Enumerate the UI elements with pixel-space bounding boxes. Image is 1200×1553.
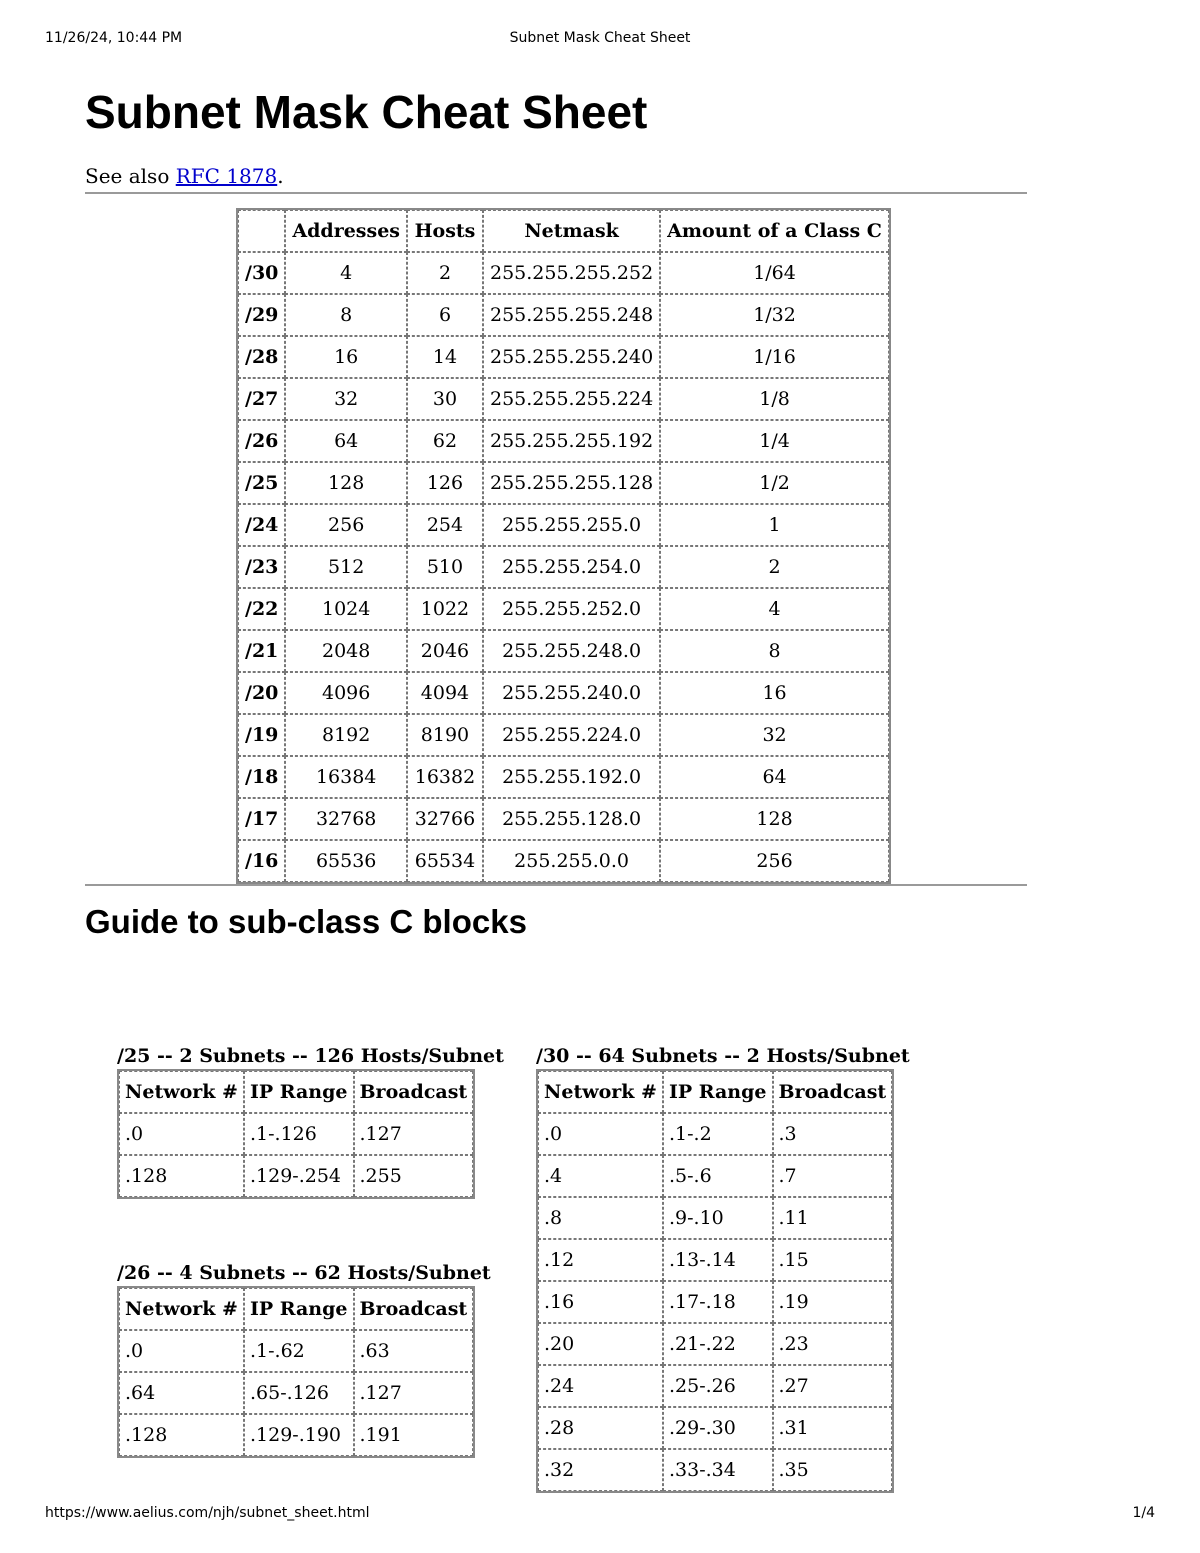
broadcast-cell: .11 [773, 1197, 893, 1239]
hosts-cell: 510 [407, 546, 483, 588]
table-row [538, 1239, 892, 1281]
hosts-cell: 65534 [407, 840, 483, 882]
netmask-cell: 255.255.254.0 [483, 546, 660, 588]
class-c-amount-cell: 1 [660, 504, 889, 546]
ip-range-cell: .9-.10 [663, 1197, 773, 1239]
table-row [538, 1323, 892, 1365]
mask-table-row [238, 546, 889, 588]
netmask-cell: 255.255.224.0 [483, 714, 660, 756]
guide-title: Guide to sub-class C blocks [85, 903, 527, 940]
ip-range-cell: .65-.126 [244, 1372, 354, 1414]
mask-table-row [238, 798, 889, 840]
prefix-cell: /24 [238, 504, 285, 546]
network-cell: .128 [119, 1414, 244, 1456]
hosts-cell: 8190 [407, 714, 483, 756]
class-c-amount-cell: 1/64 [660, 252, 889, 294]
netmask-cell: 255.255.255.224 [483, 378, 660, 420]
broadcast-cell: .19 [773, 1281, 893, 1323]
mask-table-row [238, 588, 889, 630]
header-broadcast: Broadcast [354, 1071, 474, 1113]
print-header [45, 30, 1155, 50]
ip-range-cell: .5-.6 [663, 1155, 773, 1197]
header-hosts: Hosts [407, 210, 483, 252]
addresses-cell: 8 [285, 294, 407, 336]
mask-table-row [238, 714, 889, 756]
prefix-cell: /25 [238, 462, 285, 504]
class-c-amount-cell: 4 [660, 588, 889, 630]
hosts-cell: 14 [407, 336, 483, 378]
print-footer [45, 1505, 1155, 1525]
class-c-amount-cell: 2 [660, 546, 889, 588]
mask-table-row [238, 252, 889, 294]
subnet-mask-table [236, 208, 891, 884]
addresses-cell: 1024 [285, 588, 407, 630]
see-also-line [85, 164, 1027, 192]
header-broadcast: Broadcast [773, 1071, 893, 1113]
netmask-cell: 255.255.255.252 [483, 252, 660, 294]
class-c-amount-cell: 8 [660, 630, 889, 672]
ip-range-cell: .1-.62 [244, 1330, 354, 1372]
block-25-caption: /25 -- 2 Subnets -- 126 Hosts/Subnet [117, 1045, 504, 1067]
netmask-cell: 255.255.255.240 [483, 336, 660, 378]
hosts-cell: 30 [407, 378, 483, 420]
block-25 [117, 1043, 504, 1199]
addresses-cell: 128 [285, 462, 407, 504]
mask-table-row [238, 420, 889, 462]
hosts-cell: 16382 [407, 756, 483, 798]
prefix-cell: /19 [238, 714, 285, 756]
class-c-amount-cell: 1/32 [660, 294, 889, 336]
see-also-prefix: See also [85, 164, 176, 188]
divider [85, 884, 1027, 886]
network-cell: .8 [538, 1197, 663, 1239]
header-netmask: Netmask [483, 210, 660, 252]
header-prefix [238, 210, 285, 252]
network-cell: .0 [119, 1330, 244, 1372]
prefix-cell: /23 [238, 546, 285, 588]
mask-table-row [238, 462, 889, 504]
table-row [538, 1449, 892, 1491]
netmask-cell: 255.255.128.0 [483, 798, 660, 840]
table-row [538, 1197, 892, 1239]
prefix-cell: /17 [238, 798, 285, 840]
addresses-cell: 4 [285, 252, 407, 294]
block-25-header-row [119, 1071, 473, 1113]
header-ip-range: IP Range [244, 1071, 354, 1113]
addresses-cell: 8192 [285, 714, 407, 756]
class-c-amount-cell: 1/2 [660, 462, 889, 504]
network-cell: .16 [538, 1281, 663, 1323]
prefix-cell: /18 [238, 756, 285, 798]
print-url: https://www.aelius.com/njh/subnet_sheet.html [45, 1505, 370, 1521]
broadcast-cell: .3 [773, 1113, 893, 1155]
broadcast-cell: .255 [354, 1155, 474, 1197]
mask-table-header-row [238, 210, 889, 252]
hosts-cell: 126 [407, 462, 483, 504]
addresses-cell: 16 [285, 336, 407, 378]
prefix-cell: /26 [238, 420, 285, 462]
network-cell: .32 [538, 1449, 663, 1491]
divider [85, 192, 1027, 194]
hosts-cell: 2046 [407, 630, 483, 672]
prefix-cell: /29 [238, 294, 285, 336]
header-ip-range: IP Range [663, 1071, 773, 1113]
broadcast-cell: .27 [773, 1365, 893, 1407]
see-also-suffix: . [277, 164, 284, 188]
netmask-cell: 255.255.255.192 [483, 420, 660, 462]
block-26-table [117, 1286, 475, 1458]
broadcast-cell: .127 [354, 1372, 474, 1414]
network-cell: .64 [119, 1372, 244, 1414]
prefix-cell: /21 [238, 630, 285, 672]
mask-table-row [238, 672, 889, 714]
print-page-number: 1/4 [1132, 1505, 1155, 1521]
addresses-cell: 32768 [285, 798, 407, 840]
prefix-cell: /30 [238, 252, 285, 294]
table-row [119, 1414, 473, 1456]
mask-table-row [238, 504, 889, 546]
header-class-c-amount: Amount of a Class C [660, 210, 889, 252]
block-30-table [536, 1069, 894, 1493]
table-row [538, 1407, 892, 1449]
header-network: Network # [119, 1288, 244, 1330]
broadcast-cell: .191 [354, 1414, 474, 1456]
page-content [85, 84, 1027, 944]
block-25-body [119, 1113, 473, 1197]
broadcast-cell: .127 [354, 1113, 474, 1155]
ip-range-cell: .129-.254 [244, 1155, 354, 1197]
netmask-cell: 255.255.240.0 [483, 672, 660, 714]
print-doc-title: Subnet Mask Cheat Sheet [509, 30, 691, 46]
broadcast-cell: .35 [773, 1449, 893, 1491]
netmask-cell: 255.255.255.128 [483, 462, 660, 504]
addresses-cell: 32 [285, 378, 407, 420]
addresses-cell: 512 [285, 546, 407, 588]
hosts-cell: 6 [407, 294, 483, 336]
hosts-cell: 1022 [407, 588, 483, 630]
broadcast-cell: .31 [773, 1407, 893, 1449]
mask-table-row [238, 294, 889, 336]
ip-range-cell: .13-.14 [663, 1239, 773, 1281]
block-30-body [538, 1113, 892, 1491]
table-row [119, 1372, 473, 1414]
prefix-cell: /20 [238, 672, 285, 714]
prefix-cell: /28 [238, 336, 285, 378]
network-cell: .28 [538, 1407, 663, 1449]
broadcast-cell: .7 [773, 1155, 893, 1197]
network-cell: .12 [538, 1239, 663, 1281]
class-c-amount-cell: 1/8 [660, 378, 889, 420]
hosts-cell: 32766 [407, 798, 483, 840]
prefix-cell: /27 [238, 378, 285, 420]
ip-range-cell: .21-.22 [663, 1323, 773, 1365]
netmask-cell: 255.255.252.0 [483, 588, 660, 630]
ip-range-cell: .25-.26 [663, 1365, 773, 1407]
header-ip-range: IP Range [244, 1288, 354, 1330]
table-row [538, 1365, 892, 1407]
network-cell: .4 [538, 1155, 663, 1197]
network-cell: .20 [538, 1323, 663, 1365]
class-c-amount-cell: 64 [660, 756, 889, 798]
ip-range-cell: .1-.2 [663, 1113, 773, 1155]
hosts-cell: 4094 [407, 672, 483, 714]
network-cell: .0 [119, 1113, 244, 1155]
broadcast-cell: .63 [354, 1330, 474, 1372]
prefix-cell: /22 [238, 588, 285, 630]
ip-range-cell: .33-.34 [663, 1449, 773, 1491]
prefix-cell: /16 [238, 840, 285, 882]
network-cell: .128 [119, 1155, 244, 1197]
ip-range-cell: .29-.30 [663, 1407, 773, 1449]
print-datetime: 11/26/24, 10:44 PM [45, 30, 183, 46]
addresses-cell: 64 [285, 420, 407, 462]
table-row [538, 1281, 892, 1323]
table-row [119, 1113, 473, 1155]
addresses-cell: 256 [285, 504, 407, 546]
network-cell: .24 [538, 1365, 663, 1407]
table-row [119, 1155, 473, 1197]
block-26-caption: /26 -- 4 Subnets -- 62 Hosts/Subnet [117, 1262, 491, 1284]
header-addresses: Addresses [285, 210, 407, 252]
mask-table-row [238, 756, 889, 798]
block-26-body [119, 1330, 473, 1456]
netmask-cell: 255.255.255.248 [483, 294, 660, 336]
broadcast-cell: .23 [773, 1323, 893, 1365]
addresses-cell: 65536 [285, 840, 407, 882]
mask-table-row [238, 378, 889, 420]
mask-table-row [238, 840, 889, 882]
broadcast-cell: .15 [773, 1239, 893, 1281]
mask-table-body [238, 252, 889, 882]
block-26 [117, 1260, 491, 1458]
netmask-cell: 255.255.0.0 [483, 840, 660, 882]
mask-table-row [238, 336, 889, 378]
table-row [538, 1113, 892, 1155]
addresses-cell: 4096 [285, 672, 407, 714]
header-network: Network # [119, 1071, 244, 1113]
class-c-amount-cell: 128 [660, 798, 889, 840]
table-row [538, 1155, 892, 1197]
ip-range-cell: .1-.126 [244, 1113, 354, 1155]
addresses-cell: 2048 [285, 630, 407, 672]
hosts-cell: 62 [407, 420, 483, 462]
ip-range-cell: .17-.18 [663, 1281, 773, 1323]
page-title: Subnet Mask Cheat Sheet [85, 86, 648, 138]
ip-range-cell: .129-.190 [244, 1414, 354, 1456]
header-broadcast: Broadcast [354, 1288, 474, 1330]
block-25-table [117, 1069, 475, 1199]
addresses-cell: 16384 [285, 756, 407, 798]
block-30-caption: /30 -- 64 Subnets -- 2 Hosts/Subnet [536, 1045, 910, 1067]
block-30-header-row [538, 1071, 892, 1113]
class-c-amount-cell: 16 [660, 672, 889, 714]
netmask-cell: 255.255.248.0 [483, 630, 660, 672]
class-c-amount-cell: 1/16 [660, 336, 889, 378]
netmask-cell: 255.255.255.0 [483, 504, 660, 546]
block-26-header-row [119, 1288, 473, 1330]
rfc-1878-link[interactable]: RFC 1878 [175, 164, 278, 188]
hosts-cell: 2 [407, 252, 483, 294]
netmask-cell: 255.255.192.0 [483, 756, 660, 798]
block-30 [536, 1043, 910, 1493]
class-c-amount-cell: 1/4 [660, 420, 889, 462]
mask-table-row [238, 630, 889, 672]
header-network: Network # [538, 1071, 663, 1113]
table-row [119, 1330, 473, 1372]
hosts-cell: 254 [407, 504, 483, 546]
class-c-amount-cell: 256 [660, 840, 889, 882]
class-c-amount-cell: 32 [660, 714, 889, 756]
network-cell: .0 [538, 1113, 663, 1155]
